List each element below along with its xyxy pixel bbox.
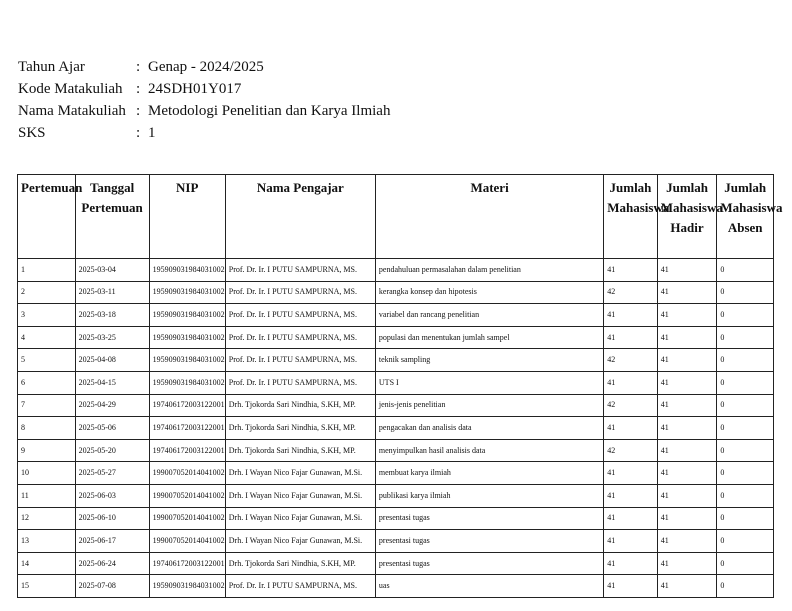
table-cell: 195909031984031002 xyxy=(149,281,225,304)
table-cell: 0 xyxy=(717,507,774,530)
table-cell: Prof. Dr. Ir. I PUTU SAMPURNA, MS. xyxy=(225,259,375,282)
table-cell: Drh. I Wayan Nico Fajar Gunawan, M.Si. xyxy=(225,530,375,553)
table-cell: Prof. Dr. Ir. I PUTU SAMPURNA, MS. xyxy=(225,304,375,327)
table-cell: Prof. Dr. Ir. I PUTU SAMPURNA, MS. xyxy=(225,326,375,349)
table-cell: membuat karya ilmiah xyxy=(375,462,603,485)
table-cell: 15 xyxy=(18,575,76,598)
table-cell: Drh. Tjokorda Sari Nindhia, S.KH, MP. xyxy=(225,552,375,575)
table-cell: 41 xyxy=(657,575,717,598)
table-cell: 12 xyxy=(18,507,76,530)
table-cell: 42 xyxy=(604,394,657,417)
table-cell: 8 xyxy=(18,417,76,440)
table-cell: 0 xyxy=(717,371,774,394)
table-cell: 41 xyxy=(604,417,657,440)
table-cell: variabel dan rancang penelitian xyxy=(375,304,603,327)
table-row xyxy=(18,281,774,304)
table-cell: 195909031984031002 xyxy=(149,371,225,394)
table-cell: Drh. Tjokorda Sari Nindhia, S.KH, MP. xyxy=(225,394,375,417)
attendance-table xyxy=(17,174,783,598)
table-row xyxy=(18,552,774,575)
table-cell: 41 xyxy=(657,439,717,462)
column-header: Jumlah Mahasiswa Absen xyxy=(717,175,774,259)
table-cell: 6 xyxy=(18,371,76,394)
table-cell: 195909031984031002 xyxy=(149,304,225,327)
table-row xyxy=(18,462,774,485)
table-cell: 5 xyxy=(18,349,76,372)
table-row xyxy=(18,304,774,327)
table-cell: 2025-04-29 xyxy=(75,394,149,417)
info-row xyxy=(18,122,390,144)
table-cell: 0 xyxy=(717,417,774,440)
table-cell: 2025-05-06 xyxy=(75,417,149,440)
table-row xyxy=(18,530,774,553)
table-cell: 41 xyxy=(657,326,717,349)
table-cell: 0 xyxy=(717,281,774,304)
table-row xyxy=(18,439,774,462)
table-cell: 2 xyxy=(18,281,76,304)
table-cell: 41 xyxy=(657,259,717,282)
table-cell: jenis-jenis penelitian xyxy=(375,394,603,417)
column-header: Tanggal Pertemuan xyxy=(75,175,149,259)
table-cell: Drh. I Wayan Nico Fajar Gunawan, M.Si. xyxy=(225,462,375,485)
table-cell: 11 xyxy=(18,484,76,507)
table-cell: 41 xyxy=(657,462,717,485)
course-info xyxy=(18,56,390,144)
table-row xyxy=(18,507,774,530)
table-cell: 2025-04-15 xyxy=(75,371,149,394)
column-header: Jumlah Mahasiswa Hadir xyxy=(657,175,717,259)
table-cell: presentasi tugas xyxy=(375,552,603,575)
table-cell: 41 xyxy=(657,530,717,553)
table-cell: Prof. Dr. Ir. I PUTU SAMPURNA, MS. xyxy=(225,281,375,304)
table-cell: 2025-06-10 xyxy=(75,507,149,530)
table-cell: 41 xyxy=(604,575,657,598)
table-cell: 41 xyxy=(604,552,657,575)
table-cell: 41 xyxy=(657,552,717,575)
table-cell: 197406172003122001 xyxy=(149,439,225,462)
info-value: Genap - 2024/2025 xyxy=(148,59,264,75)
table-cell: 199007052014041002 xyxy=(149,462,225,485)
table-cell: 0 xyxy=(717,439,774,462)
table-cell: teknik sampling xyxy=(375,349,603,372)
table-cell: 41 xyxy=(657,394,717,417)
table-cell: 0 xyxy=(717,530,774,553)
table-cell: 2025-04-08 xyxy=(75,349,149,372)
table-cell: 10 xyxy=(18,462,76,485)
table-cell: 41 xyxy=(604,259,657,282)
table-cell: 41 xyxy=(657,371,717,394)
table-cell: Drh. I Wayan Nico Fajar Gunawan, M.Si. xyxy=(225,484,375,507)
table-cell: presentasi tugas xyxy=(375,530,603,553)
table-cell: 197406172003122001 xyxy=(149,394,225,417)
info-label: SKS xyxy=(18,125,46,141)
table-cell: 2025-06-17 xyxy=(75,530,149,553)
table-cell: 199007052014041002 xyxy=(149,530,225,553)
table-row xyxy=(18,349,774,372)
table-cell: publikasi karya ilmiah xyxy=(375,484,603,507)
info-row xyxy=(18,100,390,122)
table-cell: 42 xyxy=(604,439,657,462)
column-header: Jumlah Mahasiswa xyxy=(604,175,657,259)
info-colon: : xyxy=(136,81,141,97)
table-cell: 195909031984031002 xyxy=(149,349,225,372)
column-header: NIP xyxy=(149,175,225,259)
table-row xyxy=(18,484,774,507)
table-cell: 41 xyxy=(657,304,717,327)
table-cell: 2025-07-08 xyxy=(75,575,149,598)
table-cell: 0 xyxy=(717,326,774,349)
table-cell: 14 xyxy=(18,552,76,575)
info-value: 1 xyxy=(148,125,156,141)
table-cell: 0 xyxy=(717,552,774,575)
info-colon: : xyxy=(136,103,141,119)
table-cell: UTS I xyxy=(375,371,603,394)
table-cell: Prof. Dr. Ir. I PUTU SAMPURNA, MS. xyxy=(225,575,375,598)
table-cell: presentasi tugas xyxy=(375,507,603,530)
column-header: Pertemuan xyxy=(18,175,76,259)
table-cell: 41 xyxy=(604,304,657,327)
table-cell: 0 xyxy=(717,349,774,372)
table-cell: 195909031984031002 xyxy=(149,326,225,349)
table-row xyxy=(18,417,774,440)
table-cell: 2025-06-24 xyxy=(75,552,149,575)
table-cell: 13 xyxy=(18,530,76,553)
table-cell: 9 xyxy=(18,439,76,462)
table-row xyxy=(18,394,774,417)
table-cell: Drh. Tjokorda Sari Nindhia, S.KH, MP. xyxy=(225,439,375,462)
table-cell: 41 xyxy=(604,507,657,530)
table-cell: 0 xyxy=(717,575,774,598)
table-cell: 42 xyxy=(604,349,657,372)
table-cell: 2025-05-27 xyxy=(75,462,149,485)
info-label: Nama Matakuliah xyxy=(18,103,126,119)
table-cell: 41 xyxy=(657,281,717,304)
table-cell: 2025-03-11 xyxy=(75,281,149,304)
table-cell: Drh. I Wayan Nico Fajar Gunawan, M.Si. xyxy=(225,507,375,530)
table-cell: 41 xyxy=(604,484,657,507)
table-cell: 197406172003122001 xyxy=(149,417,225,440)
column-header: Nama Pengajar xyxy=(225,175,375,259)
table-cell: 197406172003122001 xyxy=(149,552,225,575)
table-cell: 0 xyxy=(717,394,774,417)
table-cell: 2025-06-03 xyxy=(75,484,149,507)
table-cell: uas xyxy=(375,575,603,598)
info-colon: : xyxy=(136,125,141,141)
info-label: Tahun Ajar xyxy=(18,59,85,75)
table-cell: 41 xyxy=(657,507,717,530)
table-cell: populasi dan menentukan jumlah sampel xyxy=(375,326,603,349)
table-cell: 195909031984031002 xyxy=(149,575,225,598)
table-cell: 0 xyxy=(717,484,774,507)
table-cell: Prof. Dr. Ir. I PUTU SAMPURNA, MS. xyxy=(225,371,375,394)
table-cell: 41 xyxy=(604,530,657,553)
table-cell: 199007052014041002 xyxy=(149,484,225,507)
info-value: 24SDH01Y017 xyxy=(148,81,242,97)
table-cell: pengacakan dan analisis data xyxy=(375,417,603,440)
info-label: Kode Matakuliah xyxy=(18,81,123,97)
table-body xyxy=(18,259,774,598)
table-row xyxy=(18,326,774,349)
column-header: Materi xyxy=(375,175,603,259)
table-cell: 195909031984031002 xyxy=(149,259,225,282)
table-header-row xyxy=(18,175,774,259)
table-cell: 3 xyxy=(18,304,76,327)
table-cell: 0 xyxy=(717,304,774,327)
table-cell: menyimpulkan hasil analisis data xyxy=(375,439,603,462)
table-cell: 41 xyxy=(604,371,657,394)
table-cell: kerangka konsep dan hipotesis xyxy=(375,281,603,304)
table-cell: 41 xyxy=(657,484,717,507)
table-row xyxy=(18,371,774,394)
info-row xyxy=(18,78,390,100)
table-cell: 2025-05-20 xyxy=(75,439,149,462)
table-cell: 4 xyxy=(18,326,76,349)
table-cell: 2025-03-04 xyxy=(75,259,149,282)
table-cell: 41 xyxy=(604,326,657,349)
table-cell: Prof. Dr. Ir. I PUTU SAMPURNA, MS. xyxy=(225,349,375,372)
table-cell: 42 xyxy=(604,281,657,304)
table-row xyxy=(18,575,774,598)
table-cell: 199007052014041002 xyxy=(149,507,225,530)
table-cell: pendahuluan permasalahan dalam penelitian xyxy=(375,259,603,282)
table-cell: 41 xyxy=(657,349,717,372)
table-cell: 41 xyxy=(604,462,657,485)
info-row xyxy=(18,56,390,78)
table-cell: 7 xyxy=(18,394,76,417)
table-cell: 41 xyxy=(657,417,717,440)
table-cell: Drh. Tjokorda Sari Nindhia, S.KH, MP. xyxy=(225,417,375,440)
table-cell: 1 xyxy=(18,259,76,282)
table-row xyxy=(18,259,774,282)
info-value: Metodologi Penelitian dan Karya Ilmiah xyxy=(148,103,391,119)
info-colon: : xyxy=(136,59,141,75)
table-cell: 0 xyxy=(717,259,774,282)
table-cell: 2025-03-18 xyxy=(75,304,149,327)
table-cell: 0 xyxy=(717,462,774,485)
table-cell: 2025-03-25 xyxy=(75,326,149,349)
